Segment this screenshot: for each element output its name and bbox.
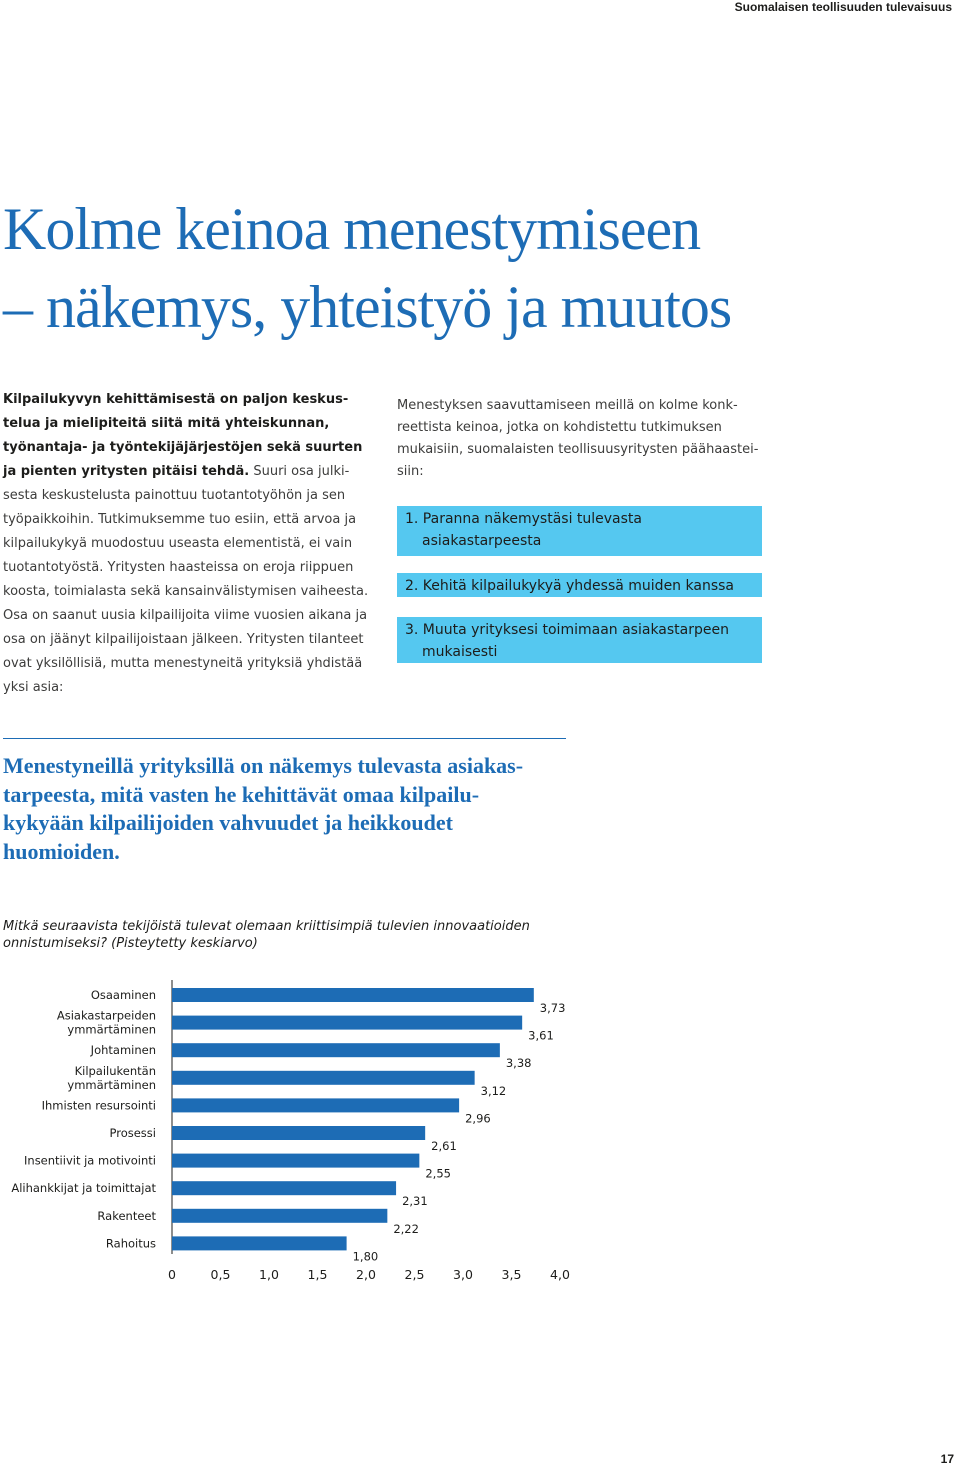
right-intro-line: siin: [397, 464, 424, 479]
right-intro-text [397, 395, 767, 483]
chart-value-label: 2,61 [431, 1139, 457, 1153]
intro-line: yksi asia: [3, 680, 64, 695]
chart-value-label: 2,31 [402, 1194, 428, 1209]
chart-category-label: Alihankkijat ja toimittajat [11, 1181, 156, 1196]
intro-regular-fragment: Suuri osa julki- [249, 464, 350, 479]
question-line-2: onnistumiseksi? (Pisteytetty keskiarvo) [3, 936, 258, 951]
intro-line: osa on jäänyt kilpailijoistaan jälkeen. Yritysten tilanteet [3, 632, 364, 647]
pullquote-line: tarpeesta, mitä vasten he kehittävät omaa kilpailu- [3, 781, 480, 807]
chart-value-label: 1,80 [352, 1249, 379, 1264]
key-item-line: asiakastarpeesta [422, 533, 542, 549]
chart-bar [172, 1043, 500, 1057]
pullquote-line: kykyään kilpailijoiden vahvuudet ja heikkoudet [3, 810, 453, 835]
key-item-line: mukaisesti [422, 644, 498, 660]
intro-line: telua ja mielipiteitä siitä mitä yhteiskunnan, [3, 416, 330, 431]
chart-bar [172, 1016, 522, 1030]
chart-bar [172, 1071, 475, 1085]
chart-value-label: 3,73 [539, 1001, 566, 1015]
question-line-1: Mitkä seuraavista tekijöistä tulevat olemaan kriittisimpiä tulevien innovaatioiden [3, 919, 530, 934]
chart-value-label: 3,61 [528, 1028, 554, 1043]
chart-category-label: Osaaminen [90, 988, 156, 1002]
pullquote [3, 752, 563, 866]
chart-question [3, 918, 603, 952]
chart-tick-label: 1,5 [307, 1267, 328, 1282]
key-item-3 [397, 617, 762, 663]
intro-line: koosta, toimialasta sekä kansainvälistymisen vaiheesta. [3, 584, 369, 599]
chart-value-label: 3,12 [480, 1083, 507, 1098]
pullquote-rule [3, 738, 566, 739]
chart-bar [172, 1209, 387, 1223]
chart-tick-label: 3,0 [453, 1267, 473, 1282]
chart-bar [172, 1098, 459, 1112]
right-intro-line: reettista keinoa, jotka on kohdistettu tutkimuksen [397, 420, 722, 435]
chart-tick-label: 2,0 [356, 1267, 376, 1282]
intro-line: ovat yksilöllisiä, mutta menestyneitä yrityksiä yhdistää [3, 656, 363, 671]
chart-category-label: Ihmisten resursointi [41, 1098, 156, 1113]
page-title [3, 190, 731, 346]
intro-line [3, 460, 371, 484]
bar-chart [0, 970, 620, 1290]
intro-text [3, 388, 371, 700]
chart-category-label: ymmärtäminen [67, 1077, 156, 1092]
intro-line: sesta keskustelusta painottuu tuotantotyöhön ja sen [3, 488, 346, 503]
right-intro-line: Menestyksen saavuttamiseen meillä on kolme konk- [397, 398, 738, 413]
chart-category-label: Rakenteet [97, 1208, 156, 1223]
chart-bar [172, 1236, 347, 1250]
key-item-line: 1. Paranna näkemystäsi tulevasta [405, 511, 642, 527]
chart-category-label: Kilpailukentän [74, 1063, 156, 1078]
intro-line: Osa on saanut uusia kilpailijoita viime vuosien aikana ja [3, 608, 368, 623]
right-intro-line: mukaisiin, suomalaisten teollisuusyritysten päähaastei- [397, 442, 759, 457]
key-item-2 [397, 573, 762, 597]
chart-category-label: Rahoitus [105, 1236, 156, 1251]
intro-line: työpaikkoihin. Tutkimuksemme tuo esiin, että arvoa ja [3, 512, 357, 527]
chart-bar [172, 988, 534, 1002]
chart-category-label: Johtaminen [90, 1043, 156, 1058]
intro-line: työnantaja- ja työntekijäjärjestöjen sekä suurten [3, 440, 363, 455]
chart-bar [172, 1154, 419, 1168]
chart-category-label: Prosessi [109, 1126, 156, 1140]
chart-value-label: 2,96 [465, 1111, 491, 1126]
chart-bar [172, 1181, 396, 1195]
chart-tick-label: 4,0 [550, 1267, 570, 1282]
key-item-line: 2. Kehitä kilpailukykyä yhdessä muiden kanssa [405, 578, 734, 594]
chart-tick-label: 0,5 [210, 1267, 231, 1282]
chart-value-label: 2,22 [393, 1221, 419, 1236]
chart-bar [172, 1126, 425, 1140]
chart-tick-label: 3,5 [501, 1267, 522, 1282]
chart-value-label: 2,55 [425, 1166, 451, 1181]
key-item-1 [397, 506, 762, 556]
page-number: 17 [940, 1452, 954, 1466]
intro-line: kilpailukykyä muodostuu useasta elementistä, ei vain [3, 536, 353, 551]
chart-tick-label: 2,5 [404, 1267, 425, 1282]
key-item-line: 3. Muuta yrityksesi toimimaan asiakastarpeen [405, 622, 729, 638]
chart-tick-label: 1,0 [259, 1267, 279, 1282]
chart-tick-label: 0 [168, 1267, 176, 1282]
pullquote-line: huomioiden. [3, 838, 120, 864]
right-column [397, 395, 767, 660]
chart-category-label: ymmärtäminen [67, 1022, 156, 1037]
chart-category-label: Asiakastarpeiden [56, 1008, 156, 1023]
chart-value-label: 3,38 [505, 1056, 532, 1071]
intro-bold-fragment: ja pienten yritysten pitäisi tehdä. [3, 464, 250, 479]
pullquote-line: Menestyneillä yrityksillä on näkemys tulevasta asiakas- [3, 753, 524, 778]
title-line-1: Kolme keinoa menestymiseen [3, 196, 701, 262]
chart-category-label: Insentiivit ja motivointi [24, 1153, 156, 1168]
running-header: Suomalaisen teollisuuden tulevaisuus [734, 0, 952, 14]
title-line-2: – näkemys, yhteistyö ja muutos [3, 274, 732, 340]
intro-line: tuotantotyöstä. Yritysten haasteissa on eroja riippuen [3, 560, 354, 575]
intro-line: Kilpailukyvyn kehittämisestä on paljon keskus- [3, 392, 349, 407]
